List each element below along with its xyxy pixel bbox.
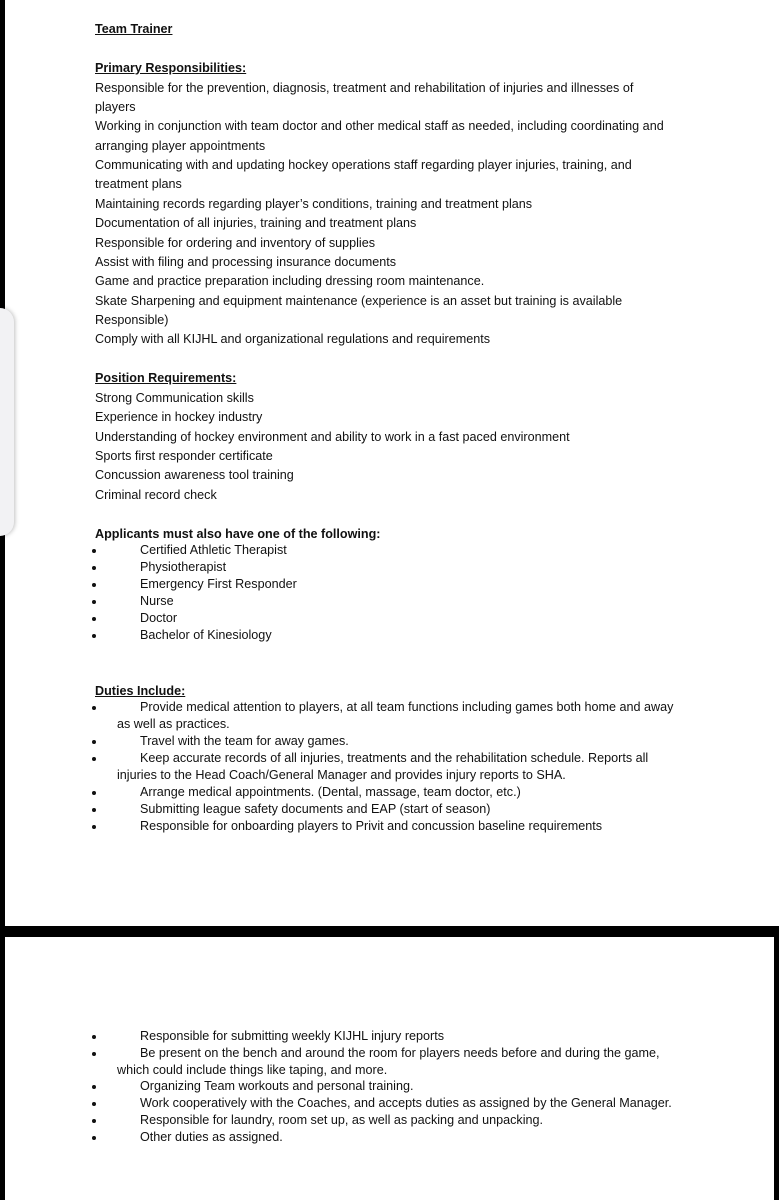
duties-heading: Duties Include: [95,684,186,698]
primary-line: treatment plans [95,177,182,191]
primary-line: Skate Sharpening and equipment maintenance (experience is an asset but training is available [95,294,623,308]
primary-responsibilities-heading: Primary Responsibilities: [95,61,247,75]
position-line: Understanding of hockey environment and ability to work in a fast paced environment [95,430,570,444]
bullet-icon [92,617,96,621]
bullet-icon [92,1119,96,1123]
side-pull-tab[interactable] [0,308,14,536]
position-line: Concussion awareness tool training [95,468,294,482]
primary-line: Maintaining records regarding player’s conditions, training and treatment plans [95,197,533,211]
position-line: Criminal record check [95,488,217,502]
primary-line: arranging player appointments [95,139,266,153]
position-line: Strong Communication skills [95,391,254,405]
bullet-icon [92,634,96,638]
primary-line: Responsible) [95,313,169,327]
bullet-icon [92,808,96,812]
position-line: Experience in hockey industry [95,410,263,424]
bullet-icon [92,1136,96,1140]
bullet-icon [92,706,96,710]
list-item-continuation: injuries to the Head Coach/General Manager and provides injury reports to SHA. [117,768,566,782]
primary-line: Working in conjunction with team doctor and other medical staff as needed, including coordinating and [95,119,664,133]
bullet-icon [92,825,96,829]
bullet-icon [92,1085,96,1089]
list-item-continuation: as well as practices. [117,717,230,731]
bullet-icon [92,757,96,761]
document-page-2: Responsible for submitting weekly KIJHL injury reports Be present on the bench and around the room for players needs before and during the game, which could include things like taping, and more. Organizing Team workouts and personal training. Work cooperatively with the Coaches, and accepts duties as assigned by the General Manager. Responsible for laundry, room set up, as well as packing and unpacking. Other duties as assigned. [5,937,774,1200]
bullet-icon [92,549,96,553]
bullet-icon [92,1102,96,1106]
primary-line: Responsible for ordering and inventory of supplies [95,236,376,250]
primary-line: players [95,100,136,114]
primary-line: Assist with filing and processing insurance documents [95,255,397,269]
primary-line: Documentation of all injuries, training and treatment plans [95,216,417,230]
document-title: Team Trainer [95,22,173,36]
applicants-heading: Applicants must also have one of the following: [95,527,381,541]
list-item-continuation: which could include things like taping, and more. [117,1063,388,1077]
primary-line: Communicating with and updating hockey operations staff regarding player injuries, training, and [95,158,632,172]
position-requirements-heading: Position Requirements: [95,371,237,385]
bullet-icon [92,740,96,744]
bullet-icon [92,1035,96,1039]
bullet-icon [92,791,96,795]
position-line: Sports first responder certificate [95,449,273,463]
document-page-1: Team Trainer Primary Responsibilities: Responsible for the prevention, diagnosis, treatment and rehabilitation of injuries and illnesses of players Working in conjunction with team doctor and other medical staff as needed, including coordinating and arranging player appointments Communicating with and updating hockey operations staff regarding player injuries, training, and treatment plans Maintaining records regarding player’s conditions, training and treatment plans Documentation of all injuries, training and treatment plans Responsible for ordering and inventory of supplies Assist with filing and processing insurance documents Game and practice preparation including dressing room maintenance. Skate Sharpening and equipment maintenance (experience is an asset but training is available Responsible) Comply with all KIJHL and organizational regulations and requirements Position Requirements: Strong Communication skills Experience in hockey industry Understanding of hockey environment and ability to work in a fast paced environment Sports first responder certificate Concussion awareness tool training Criminal record check Applicants must also have one of the following: Certified Athletic Therapist Physiotherapist Emergency First Responder Nurse Doctor Bachelor of Kinesiology Duties Include: Provide medical attention to players, at all team functions including games both home and away as well as practices. Travel with the team for away games. Keep accurate records of all injuries, treatments and the rehabilitation schedule. Reports all injuries to the Head Coach/General Manager and provides injury reports to SHA. Arrange medical appointments. (Dental, massage, team doctor, etc.) Submitting league safety documents and EAP (start of season) Responsible for onboarding players to Privit and concussion baseline requirements [5,0,779,926]
primary-line: Comply with all KIJHL and organizational regulations and requirements [95,332,491,346]
bullet-icon [92,1052,96,1056]
bullet-icon [92,566,96,570]
bullet-icon [92,600,96,604]
primary-line: Game and practice preparation including dressing room maintenance. [95,274,485,288]
bullet-icon [92,583,96,587]
primary-line: Responsible for the prevention, diagnosis, treatment and rehabilitation of injuries and illnesses of [95,81,634,95]
